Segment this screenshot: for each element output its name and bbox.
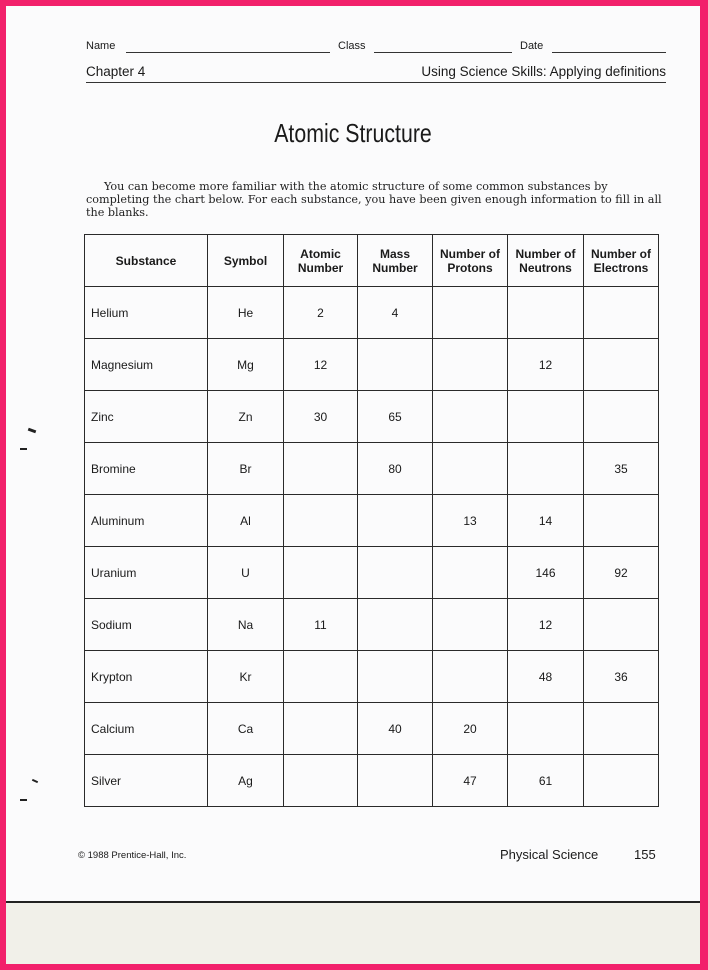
mass-number-cell[interactable]: [358, 339, 433, 391]
atomic-number-cell[interactable]: [284, 495, 358, 547]
scan-mark: [20, 448, 27, 450]
col-header-mass-number: [358, 235, 433, 287]
mass-number-cell[interactable]: [358, 547, 433, 599]
skill-label: Using Science Skills: Applying definitions: [421, 64, 666, 79]
electrons-cell[interactable]: [584, 599, 659, 651]
protons-cell[interactable]: [433, 547, 508, 599]
chapter-line: [86, 64, 666, 82]
neutrons-cell[interactable]: [508, 703, 584, 755]
electrons-cell: 36: [584, 651, 659, 703]
table-row: [85, 443, 659, 495]
electrons-cell: 35: [584, 443, 659, 495]
class-label: Class: [338, 40, 366, 52]
substance-cell: Zinc: [85, 391, 208, 443]
symbol-cell: Kr: [208, 651, 284, 703]
mass-number-cell: 4: [358, 287, 433, 339]
table-row: [85, 599, 659, 651]
electrons-cell[interactable]: [584, 339, 659, 391]
neutrons-cell: 48: [508, 651, 584, 703]
atomic-number-cell[interactable]: [284, 651, 358, 703]
mass-number-cell[interactable]: [358, 755, 433, 807]
electrons-cell: 92: [584, 547, 659, 599]
neutrons-cell: 14: [508, 495, 584, 547]
neutrons-cell: 12: [508, 599, 584, 651]
intro-paragraph: You can become more familiar with the atomic structure of some common substances by completing the chart below. For each substance, you have been given enough information to fill in all the blanks.: [86, 180, 662, 219]
electrons-cell[interactable]: [584, 495, 659, 547]
protons-cell[interactable]: [433, 443, 508, 495]
protons-cell[interactable]: [433, 391, 508, 443]
protons-cell[interactable]: [433, 287, 508, 339]
neutrons-cell[interactable]: [508, 391, 584, 443]
protons-cell[interactable]: [433, 651, 508, 703]
symbol-cell: Br: [208, 443, 284, 495]
substance-cell: Uranium: [85, 547, 208, 599]
mass-number-cell: 40: [358, 703, 433, 755]
table-body: [85, 287, 659, 807]
name-blank: [126, 52, 330, 53]
col-header-neutrons: [508, 235, 584, 287]
neutrons-cell: 12: [508, 339, 584, 391]
date-blank: [552, 52, 666, 53]
col-header-substance: Substance: [85, 235, 208, 287]
atomic-structure-table: [84, 234, 659, 807]
table-header-row: [85, 235, 659, 287]
table-row: [85, 651, 659, 703]
mass-number-cell[interactable]: [358, 651, 433, 703]
electrons-cell[interactable]: [584, 755, 659, 807]
substance-cell: Magnesium: [85, 339, 208, 391]
atomic-number-cell[interactable]: [284, 547, 358, 599]
mass-number-cell: 65: [358, 391, 433, 443]
symbol-cell: Zn: [208, 391, 284, 443]
protons-cell[interactable]: [433, 339, 508, 391]
name-label: Name: [86, 40, 116, 52]
neutrons-cell: 61: [508, 755, 584, 807]
protons-cell: 20: [433, 703, 508, 755]
atomic-number-cell: 12: [284, 339, 358, 391]
table-row: [85, 547, 659, 599]
col-header-protons: [433, 235, 508, 287]
mass-number-cell: 80: [358, 443, 433, 495]
page-number: 155: [634, 847, 656, 862]
protons-cell: 47: [433, 755, 508, 807]
col-header-electrons-text: Number of Electrons: [591, 246, 651, 275]
atomic-number-cell[interactable]: [284, 443, 358, 495]
class-blank: [374, 52, 512, 53]
substance-cell: Bromine: [85, 443, 208, 495]
col-header-neutrons-text: Number of Neutrons: [515, 246, 576, 275]
col-header-protons-text: Number of Protons: [440, 246, 500, 275]
atomic-number-cell[interactable]: [284, 755, 358, 807]
scan-mark: [32, 779, 38, 783]
electrons-cell[interactable]: [584, 703, 659, 755]
atomic-number-cell: 11: [284, 599, 358, 651]
mass-number-cell[interactable]: [358, 599, 433, 651]
symbol-cell: Ca: [208, 703, 284, 755]
table-row: [85, 703, 659, 755]
table-row: [85, 391, 659, 443]
neutrons-cell[interactable]: [508, 443, 584, 495]
scan-mark: [28, 428, 37, 434]
col-header-symbol: Symbol: [208, 235, 284, 287]
chapter-label: Chapter 4: [86, 64, 146, 79]
atomic-number-cell: 2: [284, 287, 358, 339]
copyright-notice: © 1988 Prentice-Hall, Inc.: [78, 850, 187, 861]
atomic-number-cell[interactable]: [284, 703, 358, 755]
col-header-mass-number-text: Mass Number: [372, 246, 418, 275]
substance-cell: Silver: [85, 755, 208, 807]
symbol-cell: Na: [208, 599, 284, 651]
col-header-atomic-number-text: Atomic Number: [297, 246, 344, 275]
atomic-number-cell: 30: [284, 391, 358, 443]
symbol-cell: Ag: [208, 755, 284, 807]
substance-cell: Sodium: [85, 599, 208, 651]
mass-number-cell[interactable]: [358, 495, 433, 547]
symbol-cell: He: [208, 287, 284, 339]
table-row: [85, 339, 659, 391]
substance-cell: Calcium: [85, 703, 208, 755]
student-info-line: [86, 40, 666, 54]
col-header-atomic-number: [284, 235, 358, 287]
scan-mark: [20, 799, 27, 801]
neutrons-cell[interactable]: [508, 287, 584, 339]
date-label: Date: [520, 40, 544, 52]
substance-cell: Helium: [85, 287, 208, 339]
col-header-electrons: [584, 235, 659, 287]
neutrons-cell: 146: [508, 547, 584, 599]
symbol-cell: Al: [208, 495, 284, 547]
substance-cell: Krypton: [85, 651, 208, 703]
table-row: [85, 755, 659, 807]
table-row: [85, 287, 659, 339]
electrons-cell[interactable]: [584, 287, 659, 339]
protons-cell: 13: [433, 495, 508, 547]
symbol-cell: U: [208, 547, 284, 599]
book-title: Physical Science: [500, 847, 599, 862]
protons-cell[interactable]: [433, 599, 508, 651]
symbol-cell: Mg: [208, 339, 284, 391]
worksheet-page: [6, 6, 700, 964]
substance-cell: Aluminum: [85, 495, 208, 547]
electrons-cell[interactable]: [584, 391, 659, 443]
page-title: Atomic Structure: [274, 118, 432, 148]
scan-bottom-edge: [6, 901, 700, 964]
table-row: [85, 495, 659, 547]
header-divider: [86, 82, 666, 83]
